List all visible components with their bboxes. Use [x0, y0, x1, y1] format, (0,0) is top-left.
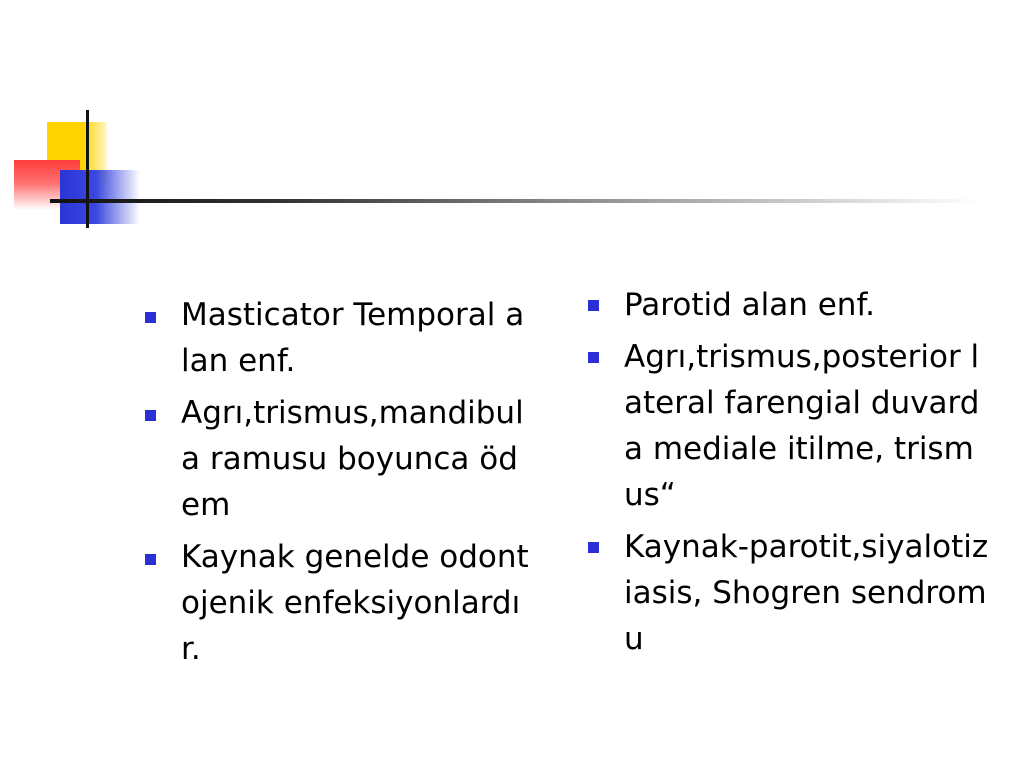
- list-item: [145, 534, 531, 672]
- left-bullet-list: [145, 292, 540, 678]
- square-bullet-icon: [145, 410, 156, 421]
- logo-vertical-line: [86, 110, 89, 228]
- square-bullet-icon: [588, 542, 599, 553]
- list-item-text: Kaynak genelde odontojenik enfeksiyonlardır.: [181, 539, 529, 667]
- list-item: [588, 282, 989, 328]
- list-item: [145, 292, 531, 384]
- logo-blue-square: [60, 170, 140, 224]
- header-rule: [50, 199, 980, 203]
- square-bullet-icon: [145, 554, 156, 565]
- list-item-text: Parotid alan enf.: [624, 287, 875, 323]
- list-item: [145, 390, 531, 528]
- list-item-text: Masticator Temporal alan enf.: [181, 297, 525, 379]
- square-bullet-icon: [588, 300, 599, 311]
- list-item-text: Agrı,trismus,posterior lateral farengial duvarda mediale itilme, trismus“: [624, 339, 980, 513]
- right-bullet-list: [588, 282, 998, 668]
- list-item: [588, 524, 989, 662]
- square-bullet-icon: [145, 312, 156, 323]
- square-bullet-icon: [588, 352, 599, 363]
- list-item: [588, 334, 989, 518]
- list-item-text: Kaynak-parotit,siyalotiziasis, Shogren sendromu: [624, 529, 989, 657]
- list-item-text: Agrı,trismus,mandibula ramusu boyunca ödem: [181, 395, 524, 523]
